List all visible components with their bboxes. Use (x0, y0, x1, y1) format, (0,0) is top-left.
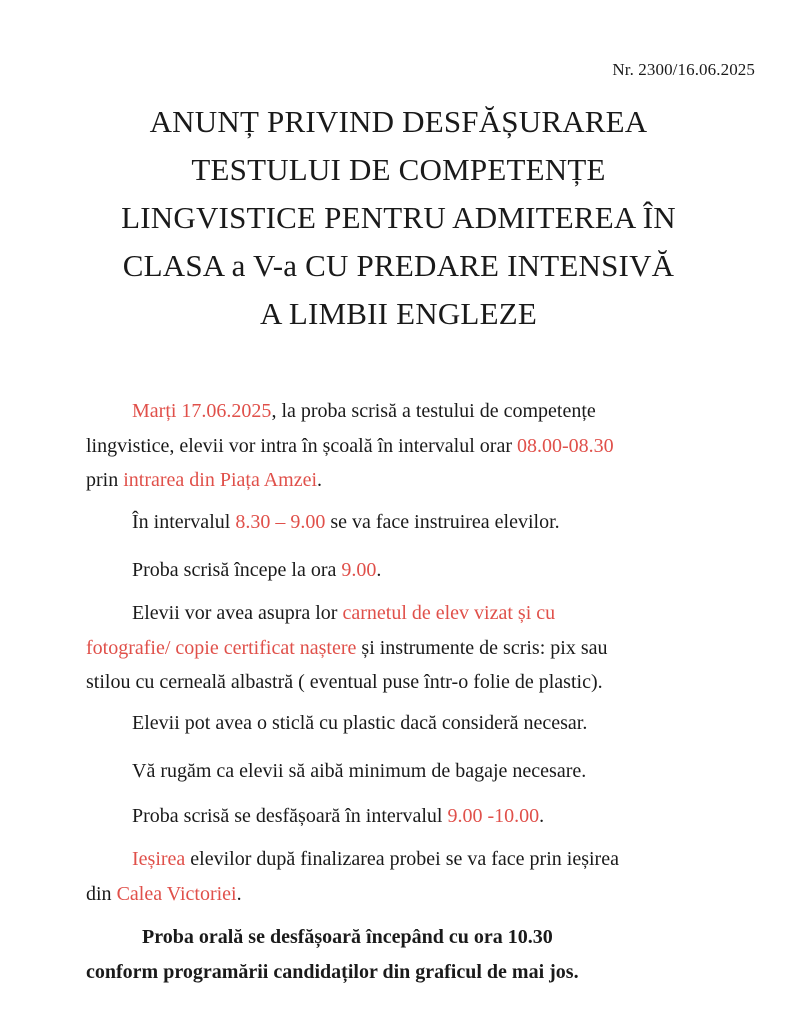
paragraph-line (86, 394, 766, 429)
paragraph-line (86, 596, 766, 631)
paragraph-text: . (317, 469, 323, 491)
paragraph-line (86, 463, 766, 498)
paragraph-schedule-entry (86, 394, 766, 498)
paragraph-line (86, 842, 766, 877)
paragraph-line (86, 877, 766, 912)
paragraph-text: stilou cu cerneală albastră ( eventual puse într-o folie de plastic). (86, 671, 603, 693)
paragraph-line (86, 631, 766, 666)
paragraph-text: Elevii vor avea asupra lor (132, 602, 343, 624)
required-documents: fotografie/ copie certificat naștere (86, 636, 357, 659)
paragraph-text: din (86, 882, 117, 905)
paragraph-text: . (236, 882, 242, 905)
paragraph-text: . (376, 559, 382, 581)
title-line: LINGVISTICE PENTRU ADMITEREA ÎN (121, 200, 676, 235)
title-line: CLASA a V-a CU PREDARE INTENSIVĂ (122, 248, 675, 283)
exit-street: Calea Victoriei (116, 882, 237, 905)
paragraph-text: În intervalul (132, 511, 236, 533)
paragraph-bottle (132, 706, 587, 741)
title-line: A LIMBII ENGLEZE (260, 296, 537, 331)
paragraph-text: elevilor după finalizarea probei se va face prin ieșirea (185, 848, 619, 870)
document-number: Nr. 2300/16.06.2025 (612, 60, 755, 79)
paragraph-text: prin (86, 469, 124, 491)
notice-line: Proba orală se desfășoară începând cu ora 10.30 (142, 926, 553, 948)
paragraph-text: se va face instruirea elevilor. (325, 511, 560, 533)
announcement-title (60, 98, 737, 338)
paragraph-text: Vă rugăm ca elevii să aibă minimum de bagaje necesare. (132, 760, 587, 782)
required-documents: carnetul de elev vizat și cu (342, 602, 556, 624)
paragraph-text: lingvistice, elevii vor intra în școală în intervalul orar (86, 434, 517, 457)
oral-exam-notice (86, 920, 766, 990)
paragraph-text: , la proba scrisă a testului de competențe (271, 400, 596, 422)
entry-time: 08.00-08.30 (516, 434, 614, 457)
exam-date: Marți 17.06.2025 (132, 400, 272, 422)
paragraph-line (86, 429, 766, 464)
notice-line: conform programării candidaților din graficul de mai jos. (86, 961, 579, 983)
title-line: ANUNȚ PRIVIND DESFĂȘURAREA (149, 104, 648, 139)
entrance-location: intrarea din Piața Amzei (123, 469, 318, 491)
paragraph-text: Proba scrisă începe la ora (132, 559, 342, 581)
paragraph-text: Elevii pot avea o sticlă cu plastic dacă consideră necesar. (132, 712, 588, 734)
paragraph-text: . (539, 805, 545, 827)
paragraph-luggage (132, 754, 586, 789)
instruction-time: 8.30 – 9.00 (235, 511, 326, 533)
paragraph-start-time (132, 553, 381, 588)
paragraph-text: Proba scrisă se desfășoară în intervalul (132, 805, 448, 827)
paragraph-required-items (86, 596, 766, 700)
paragraph-duration (132, 799, 544, 834)
exit-word: Ieșirea (132, 848, 186, 870)
exam-interval: 9.00 -10.00 (447, 805, 540, 827)
paragraph-exit (86, 842, 766, 911)
paragraph-instruction (132, 505, 560, 540)
start-time: 9.00 (341, 559, 377, 581)
title-line: TESTULUI DE COMPETENȚE (191, 152, 606, 187)
paragraph-text: și instrumente de scris: pix sau (356, 636, 608, 659)
paragraph-line (86, 665, 766, 700)
